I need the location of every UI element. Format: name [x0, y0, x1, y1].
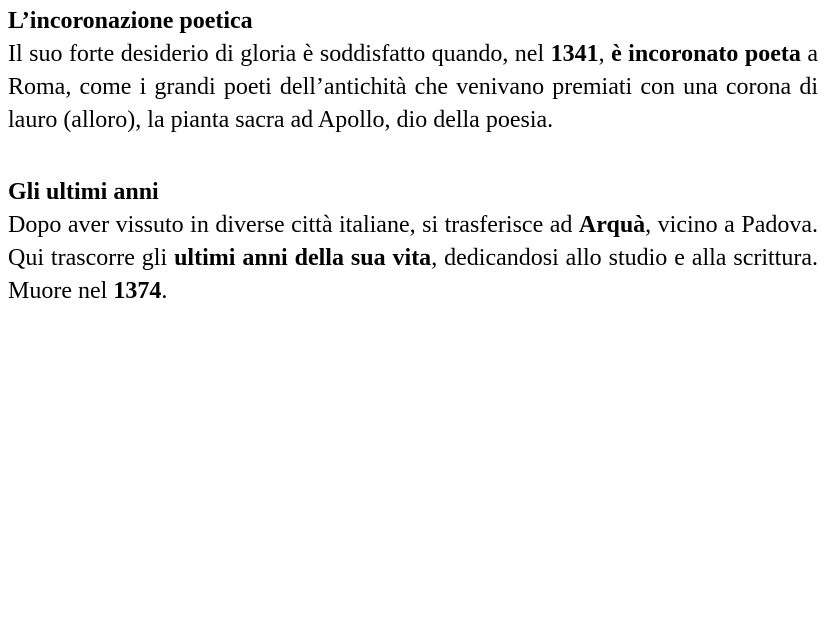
paragraph-ultimi-anni	[8, 209, 818, 308]
text-segment: Il suo forte desiderio di gloria è soddisfatto quando, nel	[8, 41, 551, 67]
bold-incoronato-poeta: è incoronato poeta	[611, 41, 801, 67]
text-segment: a Roma, come i grandi poeti dell’antichità che venivano premiati con una corona di lauro (alloro), la pianta sacra ad Apollo, dio della poesia.	[8, 41, 818, 133]
text-segment: .	[161, 278, 168, 304]
section-title-ultimi-anni: Gli ultimi anni	[8, 179, 159, 205]
paragraph-incoronazione	[8, 38, 818, 137]
section-ultimi-anni	[8, 175, 818, 308]
document-page	[8, 4, 818, 308]
bold-year-1341: 1341	[550, 41, 599, 67]
bold-arqua: Arquà	[578, 212, 646, 238]
bold-ultimi-anni: ultimi anni della sua vita	[174, 245, 432, 271]
text-segment: , dedicandosi allo studio e alla scrittura. Muore nel	[8, 245, 818, 304]
text-segment: , vicino a Padova. Qui trascorre gli	[8, 212, 818, 271]
bold-year-1374: 1374	[113, 278, 162, 304]
text-segment: ,	[598, 41, 612, 67]
text-segment: Dopo aver vissuto in diverse città italiane, si trasferisce ad	[8, 212, 579, 238]
section-title-incoronazione: L’incoronazione poetica	[8, 8, 253, 34]
section-incoronazione	[8, 4, 818, 137]
